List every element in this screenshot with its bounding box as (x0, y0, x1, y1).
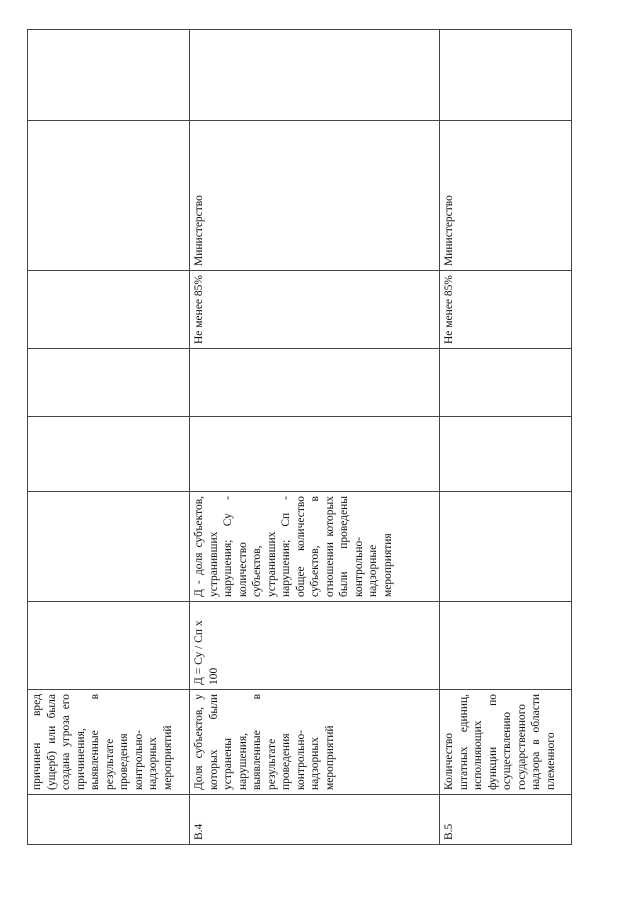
row-definitions-cell (440, 492, 572, 602)
row-name-cell: Количество штатных единиц, исполняющих функции по осуществлению государственного надзора в области племенного (440, 690, 572, 795)
row-definitions-cell: Д - доля субъектов, устранивших нарушения; Су - количество субъектов, устранивших нарушения; Сп - общее количество субъектов, в отношении которых были проведены контрольно-надзорные мероприятия (190, 492, 440, 602)
row-name-cell: Доля субъектов, у которых были устранены нарушения, выявленные в результате проведения контрольно-надзорных мероприятий (190, 690, 440, 795)
table-row (440, 30, 572, 845)
row-target-cell (28, 271, 190, 349)
row-responsible-cell (28, 121, 190, 271)
row-name-cell: причинен вред (ущерб) или была создана угроза его причинения, выявленные в результате проведения контрольно-надзорных мероприятий (28, 690, 190, 795)
row-formula-cell (440, 602, 572, 690)
table-row (28, 30, 190, 845)
row-code-cell: B.5 (440, 795, 572, 845)
row-empty-cell (440, 349, 572, 417)
table-row (190, 30, 440, 845)
row-empty-cell (190, 349, 440, 417)
row-empty-cell (28, 417, 190, 492)
row-empty-cell (28, 349, 190, 417)
row-responsible-cell: Министерство (440, 121, 572, 271)
indicators-table (27, 29, 572, 845)
row-formula-cell: Д = Су / Сп х 100 (190, 602, 440, 690)
row-responsible-cell: Министерство (190, 121, 440, 271)
row-code-cell: B.4 (190, 795, 440, 845)
row-empty-cell (28, 30, 190, 121)
rotated-table-container (27, 30, 571, 845)
row-definitions-cell (28, 492, 190, 602)
row-empty-cell (440, 417, 572, 492)
row-empty-cell (440, 30, 572, 121)
row-formula-cell (28, 602, 190, 690)
row-target-cell: Не менее 85% (190, 271, 440, 349)
row-empty-cell (190, 417, 440, 492)
row-code-cell (28, 795, 190, 845)
row-target-cell: Не менее 85% (440, 271, 572, 349)
row-empty-cell (190, 30, 440, 121)
